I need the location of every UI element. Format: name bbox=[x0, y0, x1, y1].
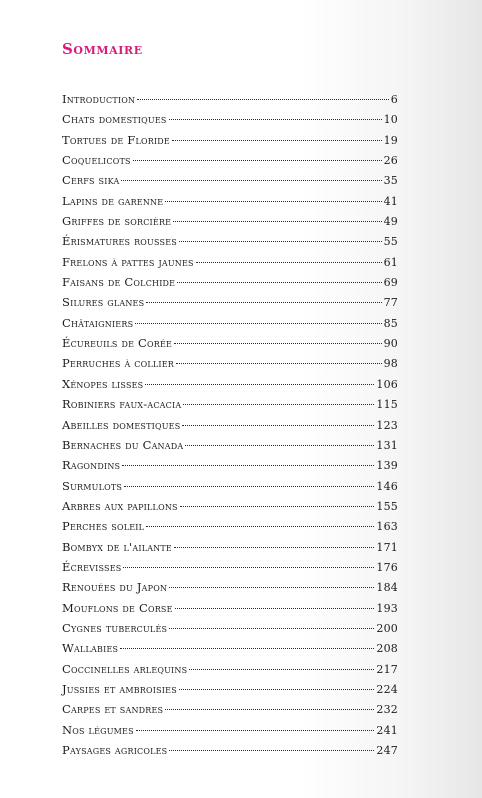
toc-entry-label: Cygnes tuberculés bbox=[62, 620, 168, 635]
dot-leader bbox=[124, 486, 374, 487]
toc-entry-label: Coquelicots bbox=[62, 153, 131, 168]
toc-entry-label: Paysages agricoles bbox=[62, 743, 168, 757]
toc-entry-label: Abeilles domestiques bbox=[62, 417, 181, 432]
toc-entry bbox=[62, 659, 398, 679]
toc-entry bbox=[62, 211, 398, 231]
toc-entry-page-number: 35 bbox=[383, 174, 398, 188]
toc-entry-page-number: 208 bbox=[376, 642, 398, 656]
toc-entry-label: Nos légumes bbox=[62, 722, 134, 737]
dot-leader bbox=[180, 506, 375, 507]
page-title: Sommaire bbox=[62, 40, 143, 58]
toc-entry bbox=[62, 516, 398, 536]
toc-entry bbox=[62, 333, 398, 353]
dot-leader bbox=[136, 730, 375, 731]
toc-entry-label: Carpes et sandres bbox=[62, 702, 164, 717]
toc-entry bbox=[62, 496, 398, 516]
dot-leader bbox=[175, 608, 375, 609]
dot-leader bbox=[169, 750, 374, 751]
toc-entry-page-number: 224 bbox=[376, 682, 398, 696]
toc-entry-page-number: 115 bbox=[376, 398, 398, 412]
dot-leader bbox=[183, 404, 374, 405]
toc-entry-page-number: 184 bbox=[376, 581, 398, 595]
toc-entry bbox=[62, 598, 398, 618]
toc-entry-label: Jussies et ambroisies bbox=[62, 681, 177, 696]
toc-entry-page-number: 55 bbox=[383, 235, 398, 249]
toc-entry bbox=[62, 170, 398, 190]
dot-leader bbox=[185, 445, 374, 446]
toc-entry-label: Arbres aux papillons bbox=[62, 498, 178, 513]
toc-entry bbox=[62, 231, 398, 251]
toc-entry-page-number: 247 bbox=[376, 744, 398, 757]
toc-entry-page-number: 123 bbox=[376, 418, 398, 432]
toc-entry bbox=[62, 618, 398, 638]
toc-entry-page-number: 241 bbox=[376, 723, 398, 737]
dot-leader bbox=[120, 648, 374, 649]
table-of-contents bbox=[62, 89, 398, 760]
toc-entry-label: Écrevisses bbox=[62, 559, 122, 574]
toc-entry-page-number: 98 bbox=[383, 357, 398, 371]
toc-entry-page-number: 85 bbox=[383, 316, 398, 330]
toc-entry-label: Lapins de garenne bbox=[62, 193, 164, 208]
toc-entry-label: Mouflons de Corse bbox=[62, 600, 173, 615]
dot-leader bbox=[169, 119, 382, 120]
toc-entry-label: Frelons à pattes jaunes bbox=[62, 254, 194, 269]
dot-leader bbox=[146, 526, 374, 527]
toc-entry-label: Renouées du Japon bbox=[62, 580, 168, 595]
toc-entry-label: Coccinelles arlequins bbox=[62, 661, 188, 676]
toc-entry bbox=[62, 272, 398, 292]
toc-entry-label: Griffes de sorcière bbox=[62, 214, 172, 229]
toc-entry-label: Bombyx de l'ailante bbox=[62, 539, 172, 554]
toc-entry-page-number: 232 bbox=[376, 703, 398, 717]
toc-entry-page-number: 155 bbox=[376, 499, 398, 513]
toc-entry-label: Surmulots bbox=[62, 478, 123, 493]
toc-entry-page-number: 69 bbox=[383, 276, 398, 290]
toc-entry bbox=[62, 638, 398, 658]
toc-entry-page-number: 106 bbox=[376, 377, 398, 391]
toc-entry bbox=[62, 740, 398, 760]
toc-entry bbox=[62, 476, 398, 496]
dot-leader bbox=[169, 628, 374, 629]
dot-leader bbox=[179, 689, 375, 690]
toc-entry-label: Écureuils de Corée bbox=[62, 336, 173, 351]
dot-leader bbox=[196, 262, 382, 263]
toc-entry bbox=[62, 679, 398, 699]
toc-entry-page-number: 176 bbox=[376, 560, 398, 574]
toc-entry-label: Introduction bbox=[62, 92, 136, 106]
dot-leader bbox=[133, 160, 382, 161]
toc-entry-page-number: 146 bbox=[376, 479, 398, 493]
toc-entry bbox=[62, 353, 398, 373]
dot-leader bbox=[122, 465, 374, 466]
toc-entry-page-number: 217 bbox=[376, 662, 398, 676]
toc-entry-label: Ragondins bbox=[62, 458, 121, 473]
dot-leader bbox=[176, 363, 382, 364]
toc-entry bbox=[62, 191, 398, 211]
toc-entry bbox=[62, 415, 398, 435]
toc-entry-label: Xénopes lisses bbox=[62, 376, 144, 391]
dot-leader bbox=[137, 99, 389, 100]
toc-entry-page-number: 171 bbox=[376, 540, 398, 554]
dot-leader bbox=[177, 282, 381, 283]
toc-entry-label: Bernaches du Canada bbox=[62, 437, 184, 452]
toc-entry-page-number: 6 bbox=[390, 93, 398, 106]
toc-entry-page-number: 200 bbox=[376, 621, 398, 635]
toc-entry-label: Érismatures rousses bbox=[62, 234, 177, 249]
toc-entry-label: Perruches à collier bbox=[62, 356, 175, 371]
dot-leader bbox=[189, 669, 374, 670]
dot-leader bbox=[135, 323, 381, 324]
toc-entry-page-number: 10 bbox=[383, 113, 398, 127]
toc-entry-page-number: 49 bbox=[383, 215, 398, 229]
toc-entry-page-number: 26 bbox=[383, 154, 398, 168]
toc-entry-label: Tortues de Floride bbox=[62, 132, 170, 147]
dot-leader bbox=[165, 201, 381, 202]
dot-leader bbox=[121, 180, 381, 181]
toc-entry-label: Châtaigniers bbox=[62, 315, 134, 330]
toc-entry-label: Perches soleil bbox=[62, 519, 145, 534]
toc-entry-page-number: 77 bbox=[383, 296, 398, 310]
dot-leader bbox=[146, 302, 381, 303]
dot-leader bbox=[145, 384, 374, 385]
dot-leader bbox=[173, 221, 381, 222]
toc-entry bbox=[62, 557, 398, 577]
dot-leader bbox=[169, 587, 374, 588]
toc-entry-page-number: 90 bbox=[383, 337, 398, 351]
toc-entry-label: Faisans de Colchide bbox=[62, 275, 176, 290]
toc-entry bbox=[62, 577, 398, 597]
toc-entry-label: Chats domestiques bbox=[62, 112, 167, 127]
toc-entry bbox=[62, 150, 398, 170]
toc-entry-label: Cerfs sika bbox=[62, 173, 120, 188]
toc-entry-page-number: 193 bbox=[376, 601, 398, 615]
dot-leader bbox=[182, 425, 374, 426]
toc-entry bbox=[62, 89, 398, 109]
toc-entry bbox=[62, 130, 398, 150]
toc-entry-page-number: 19 bbox=[383, 133, 398, 147]
dot-leader bbox=[174, 547, 374, 548]
toc-entry-page-number: 163 bbox=[376, 520, 398, 534]
toc-entry bbox=[62, 455, 398, 475]
toc-entry-label: Wallabies bbox=[62, 641, 119, 656]
toc-entry bbox=[62, 292, 398, 312]
toc-entry-page-number: 61 bbox=[383, 255, 398, 269]
dot-leader bbox=[172, 140, 382, 141]
toc-entry bbox=[62, 109, 398, 129]
toc-entry bbox=[62, 720, 398, 740]
dot-leader bbox=[174, 343, 382, 344]
toc-entry bbox=[62, 313, 398, 333]
toc-entry-page-number: 139 bbox=[376, 459, 398, 473]
toc-entry bbox=[62, 374, 398, 394]
dot-leader bbox=[179, 241, 382, 242]
toc-entry bbox=[62, 252, 398, 272]
toc-entry-label: Silures glanes bbox=[62, 295, 145, 310]
toc-entry bbox=[62, 394, 398, 414]
toc-entry-page-number: 41 bbox=[383, 194, 398, 208]
toc-entry bbox=[62, 699, 398, 719]
toc-entry-page-number: 131 bbox=[376, 438, 398, 452]
dot-leader bbox=[165, 709, 374, 710]
toc-entry bbox=[62, 537, 398, 557]
dot-leader bbox=[123, 567, 374, 568]
toc-entry-label: Robiniers faux-acacia bbox=[62, 397, 182, 412]
toc-entry bbox=[62, 435, 398, 455]
